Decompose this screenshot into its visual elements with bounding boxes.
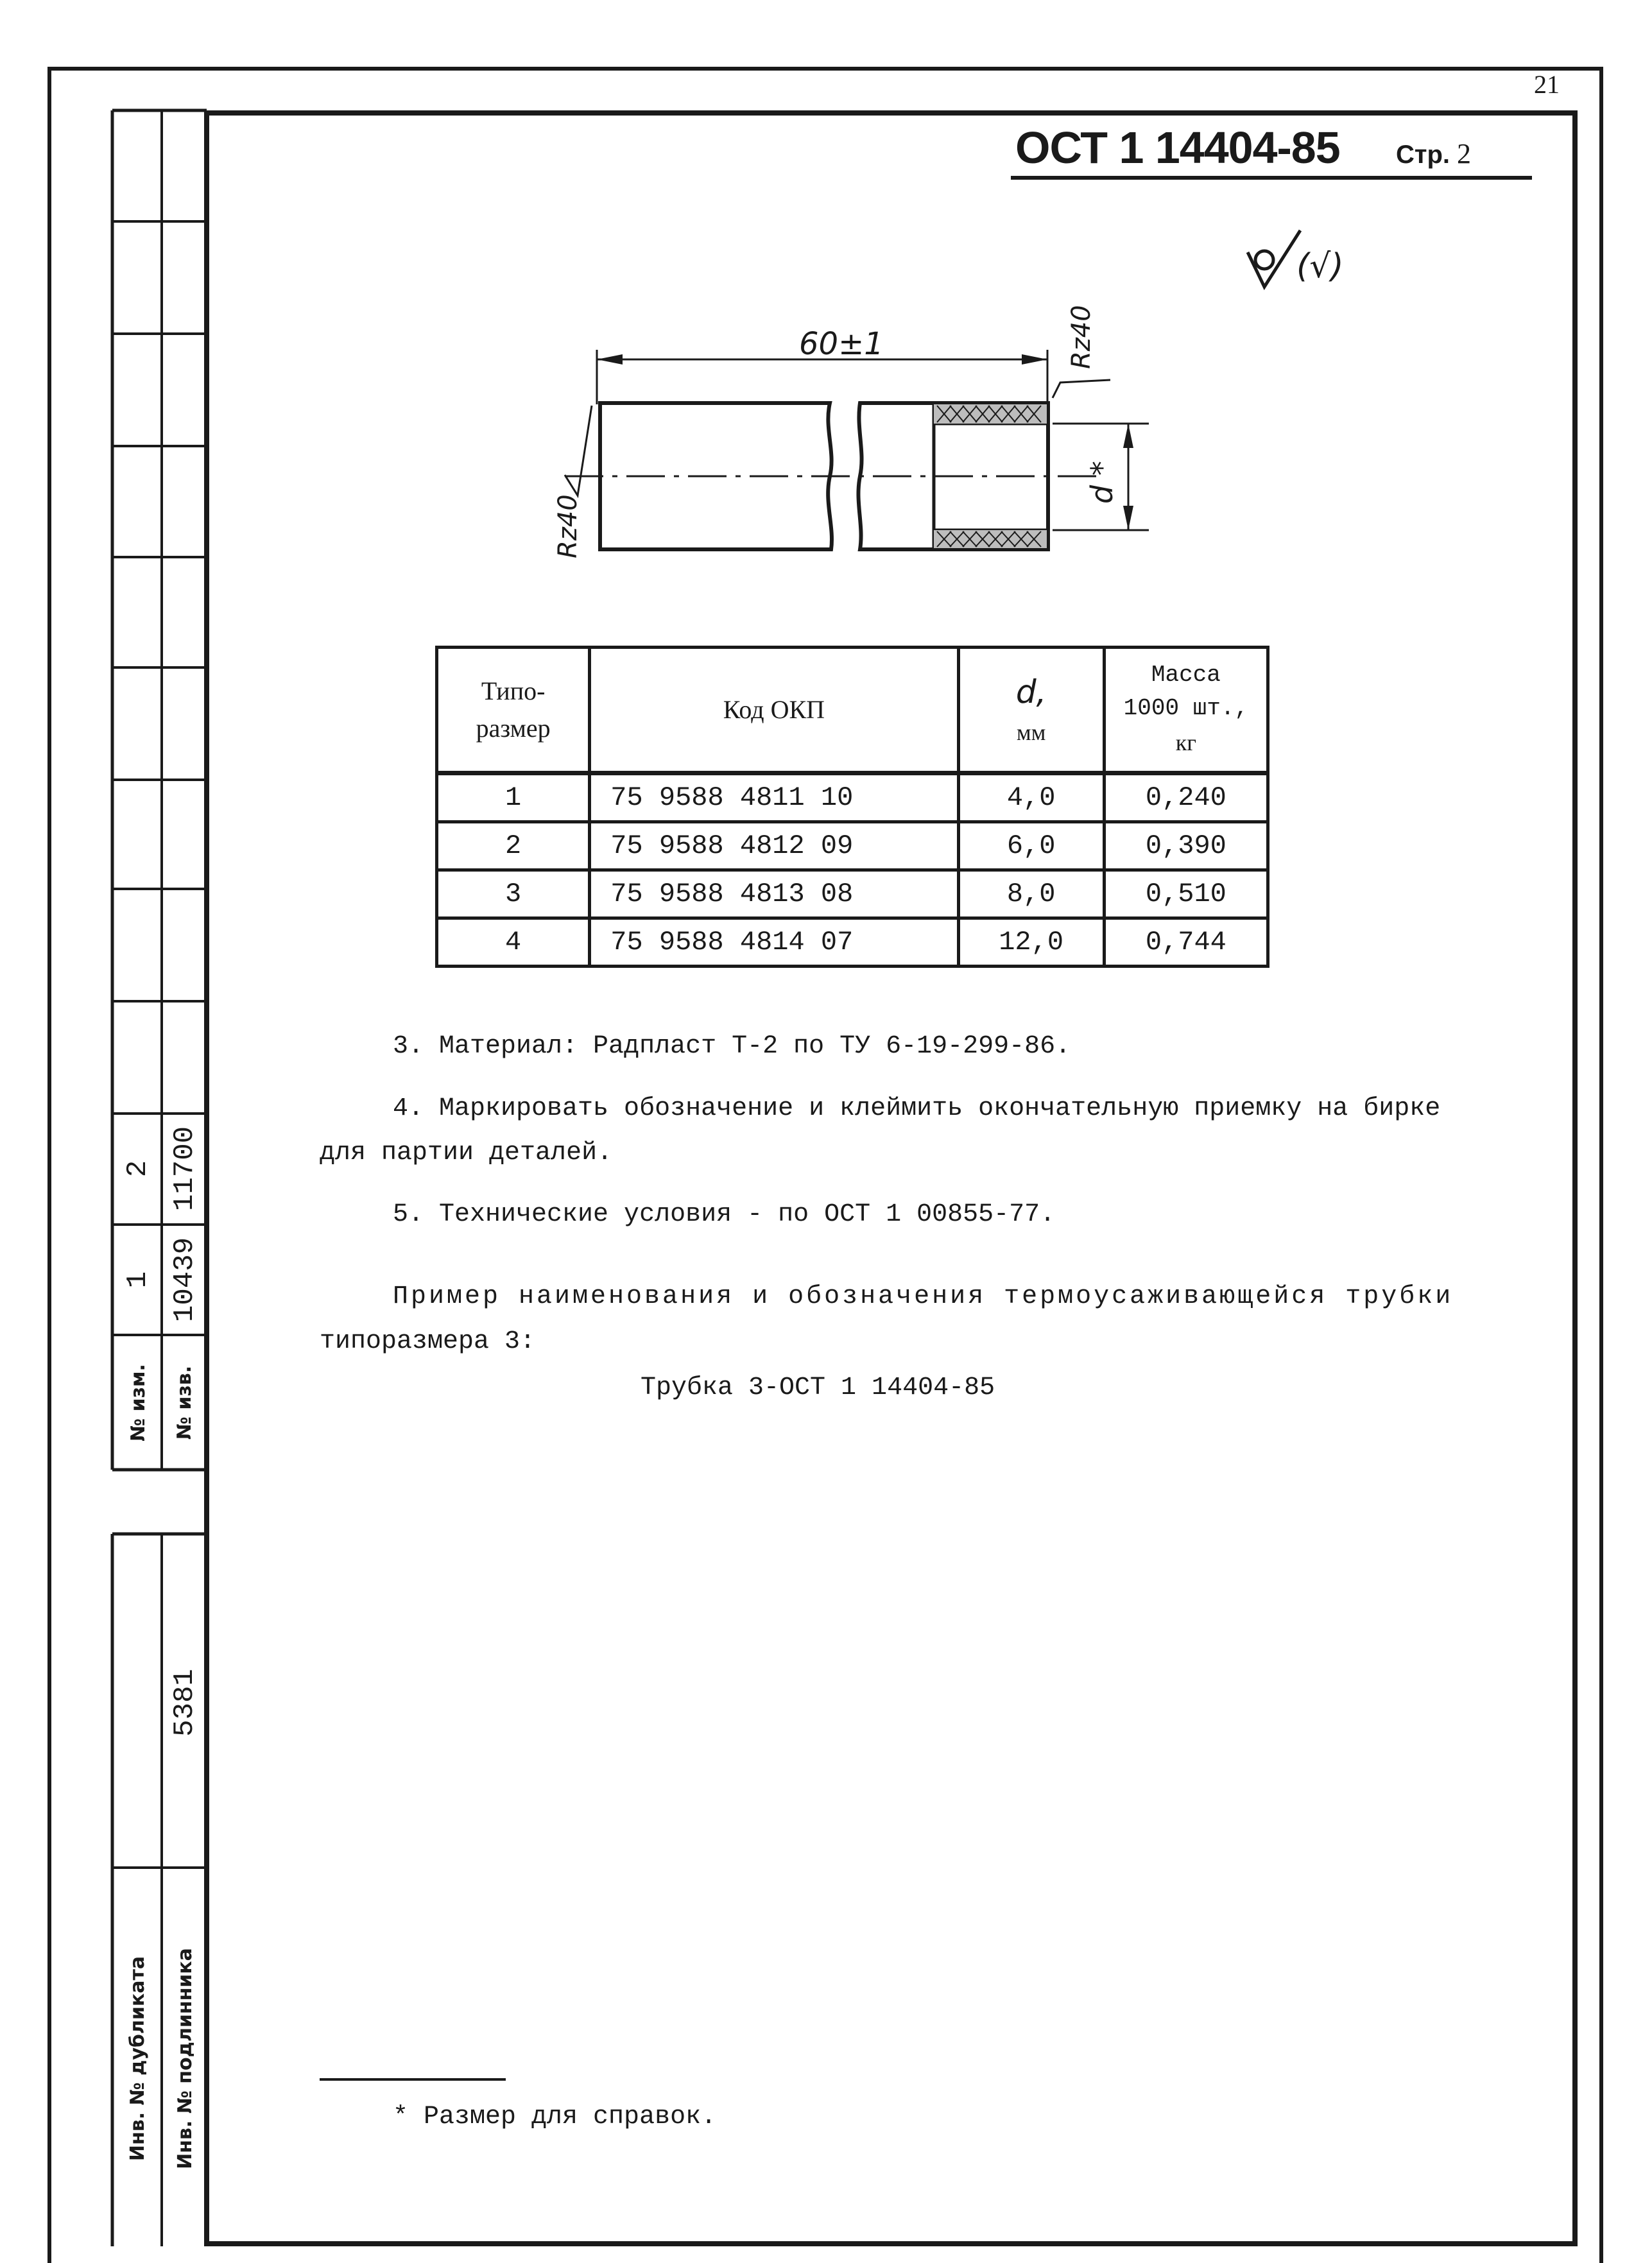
size-table [435, 646, 1269, 968]
okp-code-header: Код ОКП [590, 648, 958, 773]
sheet-number: 21 [1534, 70, 1560, 99]
tube-drawing [0, 0, 1652, 642]
table-row: 2 75 9588 4812 09 6,0 0,390 [437, 822, 1268, 870]
size-table-header [437, 648, 1268, 773]
footnote-rule [320, 2078, 506, 2081]
duplicate-inventory-label: Инв. № дубликата [126, 1956, 150, 2162]
diameter-header: d, мм [958, 648, 1104, 773]
left-roughness-text: Rz40 [553, 494, 583, 558]
roughness-mark-text: (√) [1296, 247, 1344, 286]
example-paragraph-cont: типоразмера 3: [320, 1327, 536, 1356]
item-4-marking: 4. Маркировать обозначение и клеймить окончательную приемку на бирке [393, 1094, 1441, 1123]
mass-header: Масса 1000 шт., кг [1104, 648, 1268, 773]
page-label: Стр. [1396, 141, 1450, 169]
footnote: * Размер для справок. [393, 2103, 717, 2131]
example-designation: Трубка 3-ОСТ 1 14404-85 [641, 1373, 995, 1402]
table-row: 1 75 9588 4811 10 4,0 0,240 [437, 773, 1268, 822]
original-inventory-label: Инв. № подлинника [173, 1948, 196, 2169]
item-4-marking-cont: для партии деталей. [320, 1139, 613, 1167]
size-header: Типо- размер [437, 648, 590, 773]
original-inventory-value: 5381 [169, 1668, 201, 1737]
notice-no-2: 11700 [169, 1126, 201, 1212]
document-code: ОСТ 1 14404-85 [1015, 123, 1340, 173]
page-number: 2 [1457, 138, 1472, 169]
notice-no-1: 10439 [169, 1237, 201, 1323]
end-roughness-text: Rz40 [1067, 305, 1096, 369]
notice-no-label: № изв. [173, 1365, 196, 1440]
change-no-1: 1 [122, 1271, 154, 1289]
length-dimension-text: 60±1 [799, 326, 884, 362]
example-paragraph: Пример наименования и обозначения термоусаживающейся трубки [393, 1282, 1454, 1311]
table-row: 4 75 9588 4814 07 12,0 0,744 [437, 918, 1268, 967]
change-no-label: № изм. [126, 1363, 150, 1441]
diameter-label: d * [1085, 461, 1119, 504]
table-row: 3 75 9588 4813 08 8,0 0,510 [437, 870, 1268, 918]
item-3-material: 3. Материал: Радпласт Т-2 по ТУ 6-19-299-86. [393, 1032, 1071, 1061]
item-5-conditions: 5. Технические условия - по ОСТ 1 00855-77. [393, 1200, 1056, 1229]
change-no-2: 2 [122, 1160, 154, 1178]
